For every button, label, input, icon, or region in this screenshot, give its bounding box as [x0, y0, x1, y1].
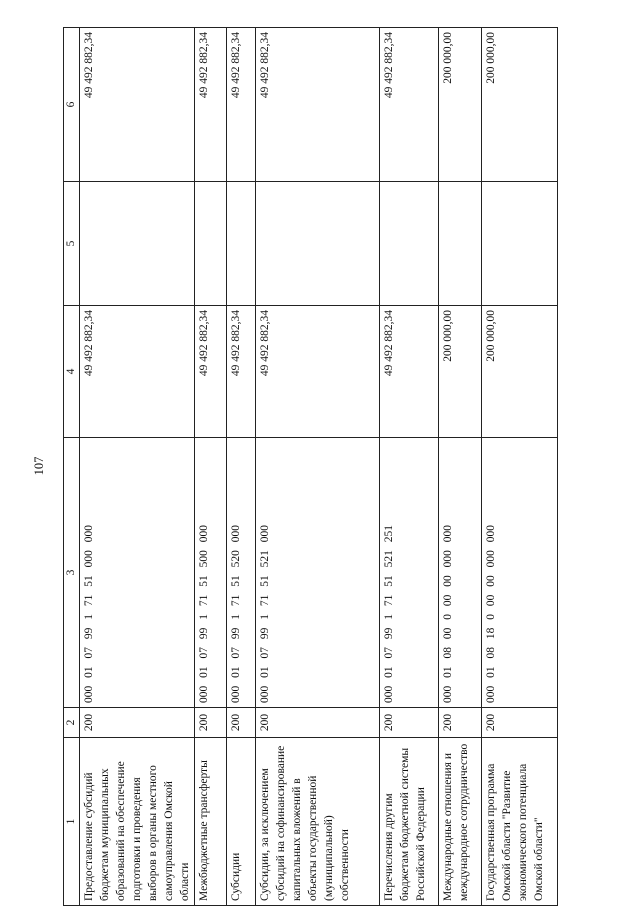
row-code: 200	[80, 708, 195, 738]
table-row	[482, 28, 558, 906]
row-classification-code: 000 01 08 00 0 00 00 000 000	[439, 438, 482, 708]
row-value-5	[227, 182, 256, 306]
column-header: 3	[64, 438, 80, 708]
row-code: 200	[482, 708, 558, 738]
row-value-6: 200 000,00	[439, 28, 482, 182]
table-row	[256, 28, 380, 906]
row-name: Предоставление субсидий бюджетам муниципальных образований на обеспечение подготовки и проведения выборов в органы местного самоуправления Омской области	[80, 738, 195, 906]
column-header: 6	[64, 28, 80, 182]
row-classification-code: 000 01 07 99 1 71 51 500 000	[195, 438, 227, 708]
column-header: 4	[64, 306, 80, 438]
row-value-5	[80, 182, 195, 306]
row-code: 200	[227, 708, 256, 738]
page-number: 107	[32, 456, 46, 476]
row-value-4: 49 492 882,34	[195, 306, 227, 438]
row-value-4: 49 492 882,34	[80, 306, 195, 438]
row-classification-code: 000 01 07 99 1 71 51 521 251	[380, 438, 439, 708]
row-value-4: 200 000,00	[439, 306, 482, 438]
row-code: 200	[256, 708, 380, 738]
row-code: 200	[380, 708, 439, 738]
row-value-6: 49 492 882,34	[195, 28, 227, 182]
row-code: 200	[195, 708, 227, 738]
row-name: Перечисления другим бюджетам бюджетной системы Российской Федерации	[380, 738, 439, 906]
row-value-4: 49 492 882,34	[256, 306, 380, 438]
table-row	[80, 28, 195, 906]
row-value-6: 49 492 882,34	[256, 28, 380, 182]
row-value-4: 200 000,00	[482, 306, 558, 438]
row-name: Субсидии	[227, 738, 256, 906]
row-classification-code: 000 01 07 99 1 71 51 000 000	[80, 438, 195, 708]
row-value-6: 49 492 882,34	[80, 28, 195, 182]
row-value-6: 49 492 882,34	[380, 28, 439, 182]
rotated-page	[2, 16, 607, 916]
row-name: Межбюджетные трансферты	[195, 738, 227, 906]
table-row	[439, 28, 482, 906]
budget-table	[63, 27, 558, 906]
row-name: Международные отношения и международное сотрудничество	[439, 738, 482, 906]
table-row	[380, 28, 439, 906]
column-header: 1	[64, 738, 80, 906]
row-value-4: 49 492 882,34	[380, 306, 439, 438]
row-value-5	[195, 182, 227, 306]
table-row	[227, 28, 256, 906]
row-classification-code: 000 01 08 18 0 00 00 000 000	[482, 438, 558, 708]
row-code: 200	[439, 708, 482, 738]
row-value-5	[380, 182, 439, 306]
row-value-5	[439, 182, 482, 306]
column-header: 2	[64, 708, 80, 738]
table-row	[195, 28, 227, 906]
header-row	[64, 28, 80, 906]
row-name: Государственная программа Омской области "Развитие экономического потенциала Омской области"	[482, 738, 558, 906]
column-header: 5	[64, 182, 80, 306]
row-value-6: 200 000,00	[482, 28, 558, 182]
row-value-6: 49 492 882,34	[227, 28, 256, 182]
row-value-5	[482, 182, 558, 306]
row-classification-code: 000 01 07 99 1 71 51 520 000	[227, 438, 256, 708]
row-name: Субсидии, за исключением субсидий на софинансирование капитальных вложений в объекты государственной (муниципальной) собственности	[256, 738, 380, 906]
row-value-4: 49 492 882,34	[227, 306, 256, 438]
row-value-5	[256, 182, 380, 306]
row-classification-code: 000 01 07 99 1 71 51 521 000	[256, 438, 380, 708]
